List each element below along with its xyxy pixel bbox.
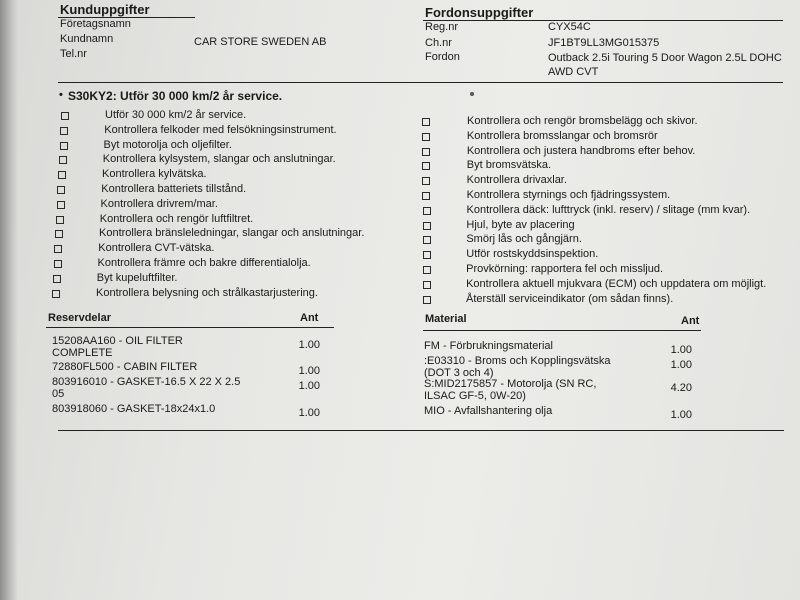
checkbox (54, 245, 62, 253)
checkbox (423, 266, 431, 274)
checkbox (423, 207, 431, 215)
checkbox (423, 236, 431, 244)
parts-column-header: Reservdelar (48, 312, 111, 324)
parts-qty-header: Ant (300, 312, 319, 324)
checkbox (59, 156, 67, 164)
checkbox (54, 260, 62, 268)
right-task-item: Utför rostskyddsinspektion. (466, 248, 599, 261)
reg-label: Reg.nr (425, 21, 459, 33)
right-task-item: Återställ serviceindikator (om sådan finns). (466, 292, 674, 305)
checkbox (422, 192, 430, 200)
right-task-item: Kontrollera bromsslangar och bromsrör (466, 129, 658, 142)
material-row-qty: 1.00 (670, 359, 692, 371)
service-title: S30KY2: Utför 30 000 km/2 år service. (68, 89, 283, 103)
right-task-item: Hjul, byte av placering (466, 218, 575, 231)
footer-divider (58, 430, 784, 431)
vehicle-label: Fordon (425, 51, 460, 63)
material-row-name-cont: ILSAC GF-5, 0W-20) (424, 390, 526, 402)
right-task-item: Kontrollera aktuell mjukvara (ECM) och uppdatera om möjligt. (466, 277, 767, 290)
checkbox (422, 162, 430, 170)
left-task-item: Kontrollera felkoder med felsökningsinstrument. (104, 123, 337, 136)
company-name-label: Företagsnamn (60, 18, 131, 30)
checkbox (57, 186, 65, 194)
checkbox (53, 275, 61, 283)
material-row-name: FM - Förbrukningsmaterial (424, 340, 553, 352)
customer-name-value: CAR STORE SWEDEN AB (194, 36, 327, 48)
left-task-item: Byt motorolja och oljefilter. (103, 138, 232, 151)
left-task-item: Kontrollera drivrem/mar. (100, 197, 218, 210)
vehicle-value-line1: Outback 2.5i Touring 5 Door Wagon 2.5L DOHC (548, 52, 782, 64)
right-task-item: Smörj lås och gångjärn. (466, 233, 582, 246)
left-task-item: Kontrollera kylsystem, slangar och anslutningar. (102, 153, 336, 166)
service-bullet: • (59, 89, 63, 101)
left-task-item: Kontrollera batteriets tillstånd. (101, 183, 247, 195)
vehicle-heading: Fordonsuppgifter (425, 5, 534, 20)
checkbox (60, 127, 68, 135)
right-task-item: Kontrollera styrnings och fjädringssystem. (466, 189, 671, 201)
checkbox (55, 230, 63, 238)
right-task-item: Provkörning: rapportera fel och missljud. (466, 263, 664, 275)
right-task-item: Kontrollera och justera handbroms efter behov. (466, 144, 696, 157)
checkbox (422, 177, 430, 185)
material-row-name: :E03310 - Broms och Kopplingsvätska (424, 355, 611, 367)
page-fold-shadow (0, 0, 18, 600)
right-task-item: Byt bromsvätska. (466, 159, 552, 172)
checkbox (423, 296, 431, 304)
material-row-qty: 1.00 (670, 344, 692, 356)
customer-name-label: Kundnamn (60, 33, 114, 45)
parts-row-qty: 1.00 (298, 407, 320, 419)
left-task-item: Kontrollera kylvätska. (102, 168, 207, 181)
checkbox (60, 142, 68, 150)
left-task-item: Kontrollera och rengör luftfiltret. (99, 212, 254, 225)
parts-row-name: 803916010 - GASKET-16.5 X 22 X 2.5 (52, 376, 241, 388)
material-row-name: S:MID2175857 - Motorolja (SN RC, (424, 378, 597, 390)
parts-row-name-cont: COMPLETE (52, 347, 113, 359)
checkbox (422, 148, 430, 156)
vehicle-value-line2: AWD CVT (548, 66, 599, 78)
parts-row-name: 15208AA160 - OIL FILTER (52, 335, 183, 347)
right-task-item: Kontrollera och rengör bromsbelägg och skivor. (467, 115, 698, 127)
material-row-name-cont: (DOT 3 och 4) (424, 367, 494, 379)
material-row-qty: 4.20 (670, 382, 692, 394)
checkbox (423, 222, 431, 230)
parts-row-name: 803918060 - GASKET-18x24x1.0 (52, 403, 216, 415)
chassis-label: Ch.nr (425, 37, 452, 49)
checkbox (52, 290, 60, 298)
parts-row-name: 72880FL500 - CABIN FILTER (52, 361, 198, 373)
checkbox (61, 112, 69, 120)
header-divider (58, 82, 783, 83)
checkbox (423, 251, 431, 259)
reg-value: CYX54C (548, 21, 591, 33)
material-row-name: MIO - Avfallshantering olja (424, 405, 553, 417)
parts-row-qty: 1.00 (298, 380, 320, 392)
checkbox (422, 118, 430, 126)
parts-header-underline (46, 327, 334, 328)
left-task-item: Kontrollera främre och bakre differentialolja. (97, 257, 311, 269)
checkbox (57, 201, 65, 209)
left-task-item: Kontrollera CVT-vätska. (98, 242, 215, 255)
left-task-item: Utför 30 000 km/2 år service. (105, 109, 247, 121)
parts-row-name-cont: 05 (52, 388, 65, 400)
parts-row-qty: 1.00 (298, 365, 320, 377)
checkbox (56, 216, 64, 224)
checkbox (58, 171, 66, 179)
material-header-underline (423, 330, 701, 331)
material-row-qty: 1.00 (670, 409, 692, 421)
right-task-item: Kontrollera drivaxlar. (466, 174, 567, 187)
customer-heading: Kunduppgifter (60, 2, 150, 17)
vehicle-heading-underline (423, 20, 783, 21)
left-task-item: Kontrollera belysning och strålkastarjustering. (96, 286, 318, 299)
parts-row-qty: 1.00 (298, 339, 320, 351)
left-task-item: Kontrollera bränsleledningar, slangar och anslutningar. (99, 227, 365, 240)
phone-label: Tel.nr (60, 48, 87, 60)
checkbox (422, 133, 430, 141)
material-qty-header: Ant (681, 315, 700, 327)
right-task-item: Kontrollera däck: lufttryck (inkl. reserv) / slitage (mm kvar). (466, 203, 751, 216)
chassis-value: JF1BT9LL3MG015375 (548, 37, 660, 49)
material-column-header: Material (425, 313, 467, 325)
checkbox (423, 281, 431, 289)
left-task-item: Byt kupeluftfilter. (96, 271, 178, 284)
paper-speck (470, 92, 474, 96)
